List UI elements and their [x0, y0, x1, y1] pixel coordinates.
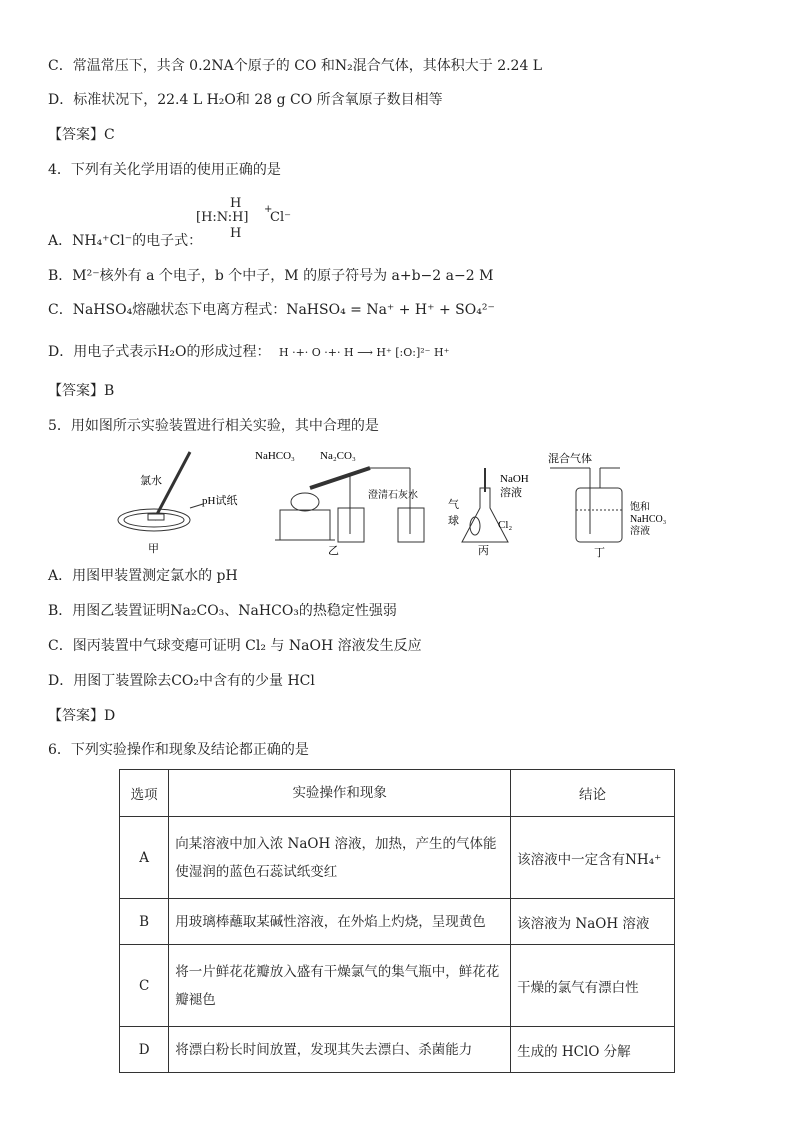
q5-stem: 5．用如图所示实验装置进行相关实验，其中合理的是	[48, 418, 379, 434]
q4-option-d-text: D．用电子式表示H₂O的形成过程：	[48, 344, 271, 360]
q5-option-a: A．用图甲装置测定氯水的 pH	[48, 568, 238, 584]
bing-cl2: Cl₂	[498, 519, 513, 531]
bing-balloon-2: 球	[448, 515, 459, 527]
formula-top-h: H	[230, 196, 242, 211]
row-c-conclusion: 干燥的氯气有漂白性	[511, 945, 675, 1027]
q4-option-d	[48, 342, 449, 363]
formula-bottom-h: H	[230, 226, 242, 241]
formula-charge: +	[264, 204, 273, 215]
row-b-option: B	[120, 899, 169, 945]
q5-answer: 【答案】D	[48, 708, 116, 724]
q4-option-b: B．M²⁻核外有 a 个电子，b 个中子，M 的原子符号为 a+b−2 a−2 M	[48, 268, 494, 284]
q5-option-b: B．用图乙装置证明Na₂CO₃、NaHCO₃的热稳定性强弱	[48, 603, 397, 619]
q6-table	[119, 769, 675, 1073]
q4-stem: 4．下列有关化学用语的使用正确的是	[48, 162, 281, 178]
row-d-option: D	[120, 1027, 169, 1073]
ding-gas: 混合气体	[548, 453, 592, 465]
table-header-row	[120, 770, 675, 817]
bing-solution: 溶液	[500, 487, 522, 499]
yi-label: 乙	[328, 545, 339, 557]
apparatus-ding	[548, 451, 666, 559]
table-row	[120, 817, 675, 899]
apparatus-yi	[255, 450, 424, 557]
row-a-conclusion: 该溶液中一定含有NH₄⁺	[511, 817, 675, 899]
ding-label: 丁	[594, 547, 605, 559]
row-c-option: C	[120, 945, 169, 1027]
ding-sat-1: 饱和	[630, 502, 650, 513]
apparatus-jia	[118, 452, 237, 555]
q3-option-c: C．常温常压下，共含 0.2NA个原子的 CO 和N₂混合气体，其体积大于 2.24 L	[48, 58, 543, 74]
h2o-formation-formula: H ·+· O ·+· H ⟶ H⁺ [:O:]²⁻ H⁺	[278, 346, 450, 359]
q5-option-d: D．用图丁装置除去CO₂中含有的少量 HCl	[48, 673, 315, 689]
q6-stem: 6．下列实验操作和现象及结论都正确的是	[48, 742, 309, 758]
ding-sat-2: NaHCO₃	[630, 514, 667, 525]
q4-option-c: C．NaHSO₄熔融状态下电离方程式：NaHSO₄ = Na⁺ + H⁺ + SO₄²⁻	[48, 302, 495, 318]
header-operation: 实验操作和现象	[169, 770, 511, 817]
row-a-option: A	[120, 817, 169, 899]
row-c-operation: 将一片鲜花花瓣放入盛有干燥氯气的集气瓶中，鲜花花瓣褪色	[169, 945, 511, 1027]
table-row	[120, 945, 675, 1027]
q3-answer: 【答案】C	[48, 127, 115, 143]
apparatus-figure	[110, 448, 690, 560]
q3-option-d: D．标准状况下，22.4 L H₂O和 28 g CO 所含氧原子数目相等	[48, 92, 443, 108]
row-d-conclusion: 生成的 HClO 分解	[511, 1027, 675, 1073]
header-option: 选项	[120, 770, 169, 817]
q4-answer: 【答案】B	[48, 383, 115, 399]
jia-label: 甲	[148, 543, 159, 555]
q5-option-c: C．图丙装置中气球变瘪可证明 Cl₂ 与 NaOH 溶液发生反应	[48, 638, 422, 654]
header-conclusion: 结论	[511, 770, 675, 817]
formula-anion: Cl⁻	[270, 210, 291, 225]
jia-chlorine-water: 氯水	[140, 475, 162, 487]
formula-middle: [H:N:H]	[196, 210, 249, 225]
yi-nahco3: NaHCO₃	[255, 450, 295, 462]
row-d-operation: 将漂白粉长时间放置，发现其失去漂白、杀菌能力	[169, 1027, 511, 1073]
yi-na2co3: Na₂CO₃	[320, 450, 356, 462]
row-b-operation: 用玻璃棒蘸取某碱性溶液，在外焰上灼烧，呈现黄色	[169, 899, 511, 945]
table-row	[120, 1027, 675, 1073]
yi-limewater: 澄清石灰水	[368, 490, 418, 501]
row-a-operation: 向某溶液中加入浓 NaOH 溶液，加热，产生的气体能使湿润的蓝色石蕊试纸变红	[169, 817, 511, 899]
bing-label: 丙	[478, 545, 489, 557]
row-b-conclusion: 该溶液为 NaOH 溶液	[511, 899, 675, 945]
jia-ph-paper: pH试纸	[202, 495, 238, 507]
bing-balloon-1: 气	[448, 499, 459, 511]
q4-option-a: A．NH₄⁺Cl⁻的电子式：	[48, 233, 203, 249]
table-row	[120, 899, 675, 945]
bing-naoh: NaOH	[500, 473, 529, 485]
apparatus-bing	[448, 468, 529, 557]
ding-sat-3: 溶液	[630, 526, 650, 537]
